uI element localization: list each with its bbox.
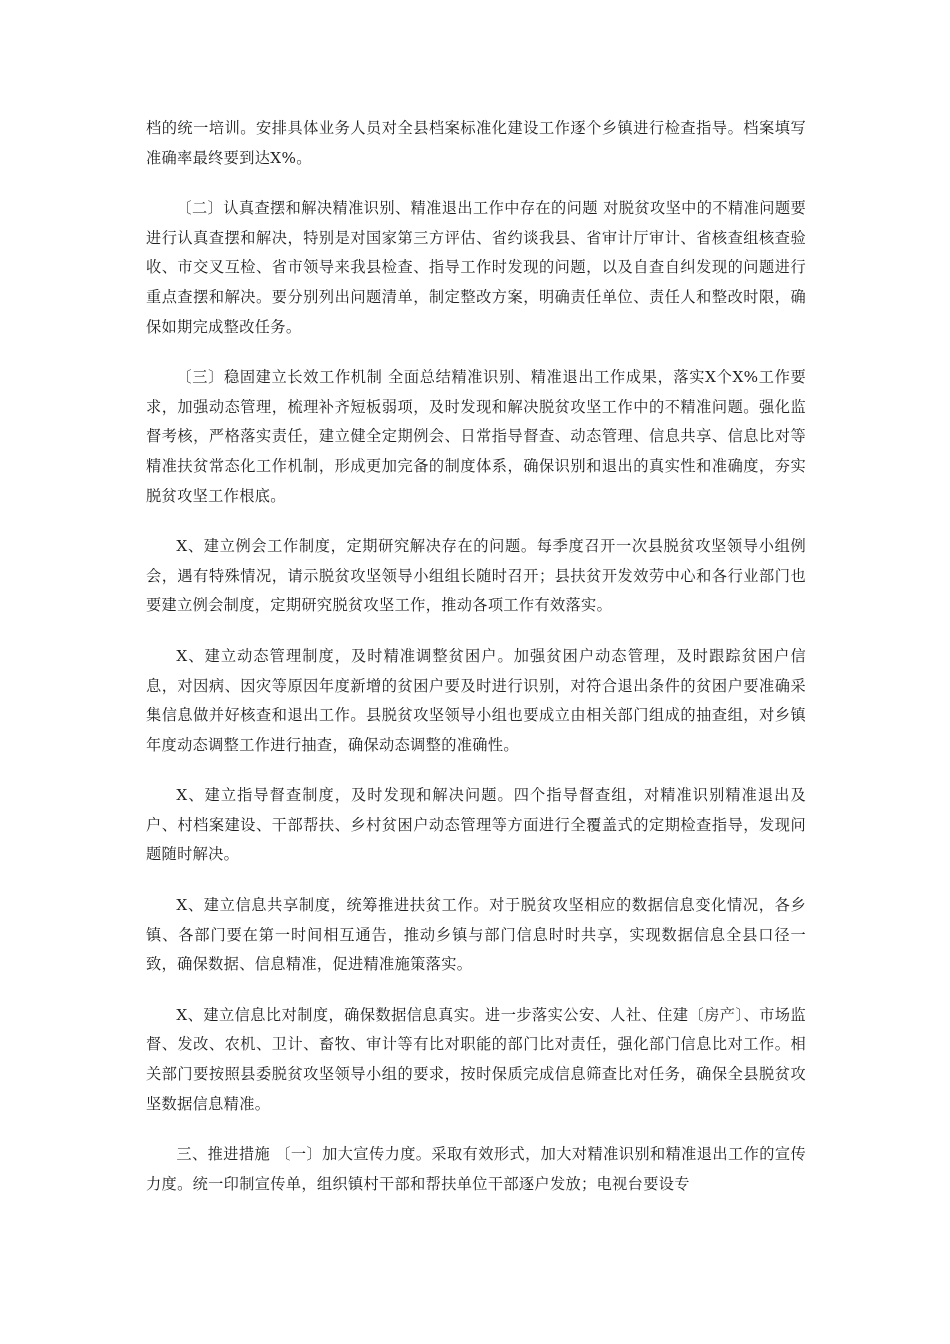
paragraph-information-comparison-system: X、建立信息比对制度，确保数据信息真实。进一步落实公安、人社、住建〔房产〕、市场监督、发改、农机、卫计、畜牧、审计等有比对职能的部门比对责任，强化部门信息比对工作。相关部门要按照县委脱贫攻坚领导小组的要求，按时保质完成信息筛查比对任务，确保全县脱贫攻坚数据信息精准。: [146, 1005, 806, 1113]
paragraph-promotion-measures: 三、推进措施 〔一〕加大宣传力度。采取有效形式，加大对精准识别和精准退出工作的宣传力度。统一印制宣传单，组织镇村干部和帮扶单位干部逐户发放；电视台要设专: [146, 1145, 806, 1193]
paragraph-regular-meeting-system: X、建立例会工作制度，定期研究解决存在的问题。每季度召开一次县脱贫攻坚领导小组例会，遇有特殊情况，请示脱贫攻坚领导小组组长随时召开；县扶贫开发效劳中心和各行业部门也要建立例会制度，定期研究脱贫攻坚工作，推动各项工作有效落实。: [146, 537, 806, 615]
paragraph-long-term-mechanism: 〔三〕稳固建立长效工作机制 全面总结精准识别、精准退出工作成果，落实X个X%工作要求，加强动态管理，梳理补齐短板弱项，及时发现和解决脱贫攻坚工作中的不精准问题。强化监督考核，严格落实责任，建立健全定期例会、日常指导督查、动态管理、信息共享、信息比对等精准扶贫常态化工作机制，形成更加完备的制度体系，确保识别和退出的真实性和准确度，夯实脱贫攻坚工作根底。: [146, 368, 806, 505]
paragraph-supervision-system: X、建立指导督查制度，及时发现和解决问题。四个指导督查组，对精准识别精准退出及户、村档案建设、干部帮扶、乡村贫困户动态管理等方面进行全覆盖式的定期检查指导，发现问题随时解决。: [146, 786, 806, 864]
paragraph-information-sharing-system: X、建立信息共享制度，统筹推进扶贫工作。对于脱贫攻坚相应的数据信息变化情况，各乡镇、各部门要在第一时间相互通告，推动乡镇与部门信息时时共享，实现数据信息全县口径一致，确保数据、信息精准，促进精准施策落实。: [146, 896, 806, 974]
paragraph-problem-rectification: 〔二〕认真查摆和解决精准识别、精准退出工作中存在的问题 对脱贫攻坚中的不精准问题要进行认真查摆和解决，特别是对国家第三方评估、省约谈我县、省审计厅审计、省核查组核查验收、市交叉互检、省市领导来我县检查、指导工作时发现的问题，以及自查自纠发现的问题进行重点查摆和解决。要分别列出问题清单，制定整改方案，明确责任单位、责任人和整改时限，确保如期完成整改任务。: [146, 199, 806, 336]
paragraph-dynamic-management-system: X、建立动态管理制度，及时精准调整贫困户。加强贫困户动态管理，及时跟踪贫困户信息，对因病、因灾等原因年度新增的贫困户要及时进行识别，对符合退出条件的贫困户要准确采集信息做并好核查和退出工作。县脱贫攻坚领导小组也要成立由相关部门组成的抽查组，对乡镇年度动态调整工作进行抽查，确保动态调整的准确性。: [146, 646, 806, 754]
paragraph-archive-training: 档的统一培训。安排具体业务人员对全县档案标准化建设工作逐个乡镇进行检查指导。档案填写准确率最终要到达X%。: [146, 119, 806, 167]
document-body: [146, 114, 806, 1199]
